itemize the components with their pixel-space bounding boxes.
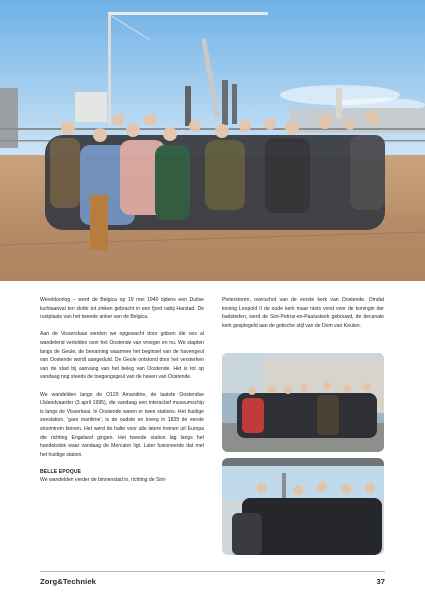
article-column-left [40,296,204,485]
magazine-name: Zorg&Techniek [40,577,97,586]
article-column-right [222,296,384,339]
paragraph: Pieterstoren, overschot van de eerste kerk van Oostende. Omdat koning Leopold II de oude kerk maar niets vond voor de koningin der badsteden, werd de Sint-Petrus-en-Pauluskerk gebouwd, de decanale kerk gesplegeld aan de gotische stijl van de Dom van Keulen. [222,297,384,329]
footer-divider [40,571,385,572]
photo-group-harbor [222,458,384,555]
group-by-harbor-image [222,458,384,555]
paragraph: Wereldoorlog – werd de Belgica op 19 mei 1940 tijdens een Duitse luchtaanval ten slotte tot zinken gebracht in een fjord nabij Harstad. De rustplaats van het tweede anker van de Belgica. [40,297,204,321]
page-number: 37 [376,577,385,586]
paragraph: We wandelden verder de binnenstad in, richting de Sint- [40,477,167,484]
group-photo-harbor [0,0,425,281]
hero-photo [0,0,425,281]
paragraph: Aan de Visserskaai werden we opgewacht door gidsen die ons al wandelend vertelden over het Oostende van vroeger en nu. We stapten langs de Geule, de benaming waarmee het beginsel van de havengeul van Oostende wordt aangeduid. De Geule ontstond door het versterken van de stad bij aanvang van het beleg van Oostende. Het is tot op vandaag nog steeds de toegangsgeul van de haven van Oostende. [40,331,204,381]
section-subheading: BELLE EPOQUE [40,468,82,475]
paragraph: We wandelden langs de O129 Amandine, de laatste Oostendse IJslandvaarder (3 april 1995), die vandaag een interactief museumschip is langs de Visserkaai. In Oostende waren er twee stations. Het huidige zeestation, 'gare maritime', is de oudste en kreeg in 1839 de eerste stoomtrein binnen. Het werd de halte voor alle latere treinen uit Europa die richting Engeland gingen. Het tweede station lag langs het handelsdok waar vandaag de Mercator ligt. Later fusioneerde dat met het huidige station. [40,391,204,458]
group-near-building-image [222,353,384,452]
photo-group-station [222,353,384,452]
